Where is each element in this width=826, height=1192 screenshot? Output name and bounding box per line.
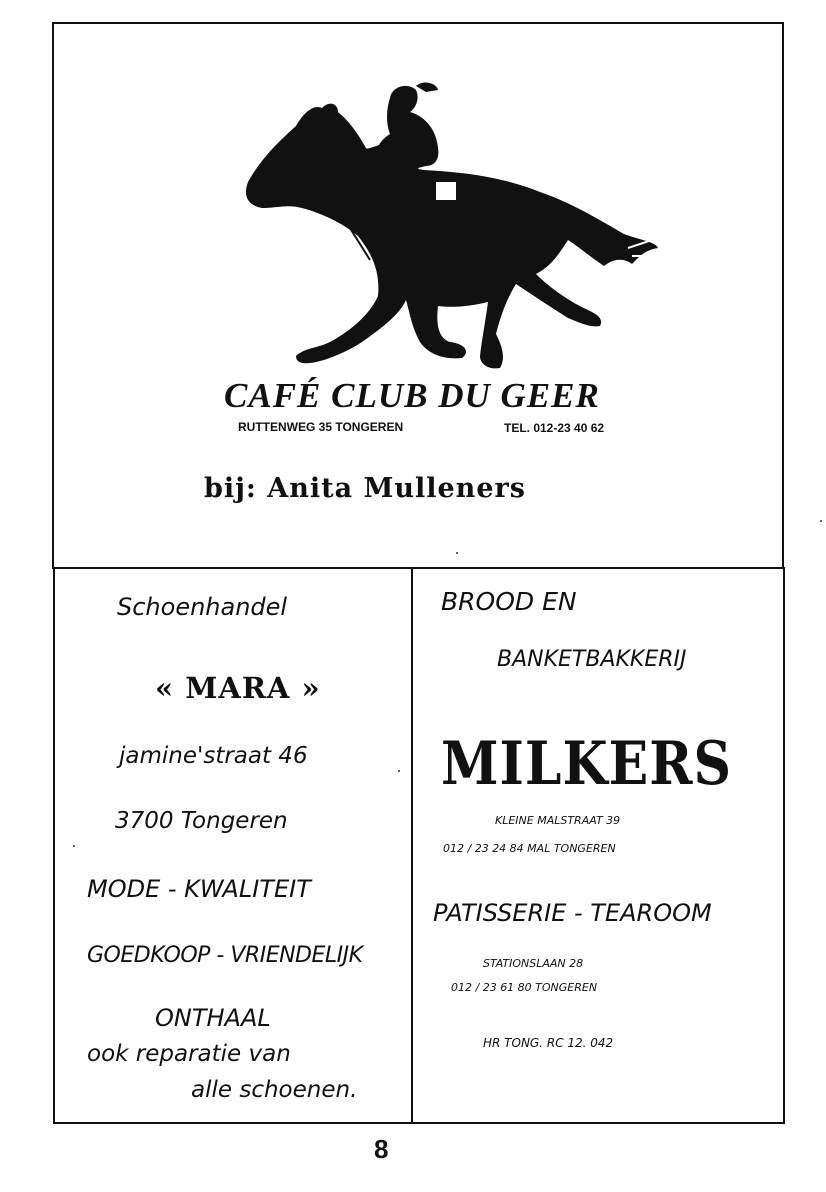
- scan-speck: [456, 552, 458, 554]
- shop-slogan-welcome: ONTHAAL: [155, 1004, 271, 1032]
- bakery-line-tearoom: PATISSERIE - TEAROOM: [433, 899, 712, 927]
- bakery-address2: 012 / 23 24 84 MAL TONGEREN: [443, 842, 616, 855]
- bakery-line-bread: BROOD EN: [441, 587, 577, 616]
- cafe-host: bij: Anita Mulleners: [204, 473, 526, 504]
- shop-repair-line2: alle schoenen.: [191, 1077, 358, 1103]
- bakery-line-pastry: BANKETBAKKERIJ: [497, 647, 687, 672]
- shop-repair-line1: ook reparatie van: [87, 1041, 291, 1067]
- page-number: 8: [374, 1134, 389, 1164]
- cafe-club-ad: [52, 22, 784, 569]
- milkers-bakery-ad: [411, 567, 785, 1124]
- bakery-address1: KLEINE MALSTRAAT 39: [495, 814, 621, 827]
- shop-slogan-cheap: GOEDKOOP - VRIENDELIJK: [87, 943, 363, 968]
- shop-city: 3700 Tongeren: [115, 808, 288, 834]
- mara-shoe-shop-ad: [53, 567, 413, 1124]
- shop-street: jamine'straat 46: [119, 743, 308, 769]
- shop-name: « MARA »: [155, 671, 321, 705]
- scan-speck: [73, 845, 75, 847]
- shop-kind: Schoenhandel: [117, 593, 288, 621]
- bakery-address4: 012 / 23 61 80 TONGEREN: [451, 981, 598, 994]
- cafe-address: RUTTENWEG 35 TONGEREN: [238, 420, 404, 434]
- bakery-address3: STATIONSLAAN 28: [483, 957, 584, 970]
- bakery-name: MILKERS: [441, 729, 733, 800]
- cafe-name: CAFÉ CLUB DU GEER: [224, 376, 600, 415]
- bakery-registry: HR TONG. RC 12. 042: [483, 1036, 614, 1050]
- cafe-phone: TEL. 012-23 40 62: [504, 421, 605, 435]
- shop-slogan-quality: MODE - KWALITEIT: [87, 875, 311, 903]
- horse-and-jockey-icon: [240, 52, 660, 382]
- scan-speck: [398, 770, 400, 772]
- scan-speck: [820, 520, 822, 522]
